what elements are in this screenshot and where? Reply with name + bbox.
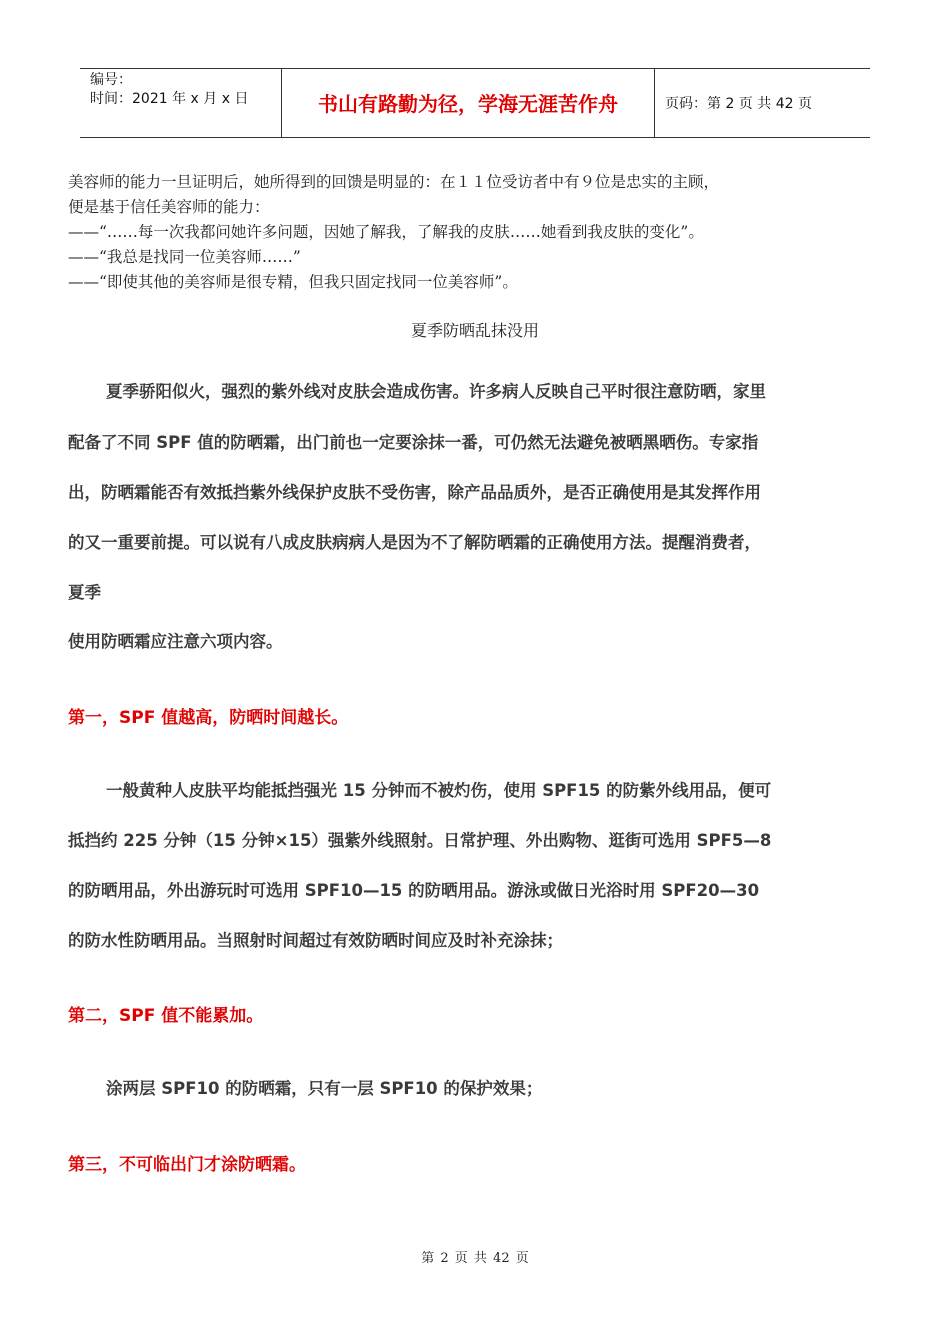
header-divider: [654, 69, 655, 137]
header-meta: [90, 71, 280, 109]
article-title: 夏季防晒乱抹没用: [410, 321, 539, 340]
header-motto: 书山有路勤为径，学海无涯苦作舟: [318, 92, 618, 116]
paragraph-line: 的防晒用品，外出游玩时可选用 SPF10—15 的防晒用品。游泳或做日光浴时用 SPF20—30: [68, 881, 760, 900]
time-label: 时间：2021 年 x 月 x 日: [90, 91, 249, 107]
page-footer: 第 2 页 共 42 页: [421, 1251, 529, 1266]
paragraph-line: 配备了不同 SPF 值的防晒霜，出门前也一定要涂抹一番，可仍然无法避免被晒黑晒伤。专家指: [68, 433, 759, 452]
paragraph-line: 一般黄种人皮肤平均能抵挡强光 15 分钟而不被灼伤，使用 SPF15 的防紫外线用品，便可: [106, 781, 772, 800]
point-heading: 第一，SPF 值越高，防晒时间越长。: [68, 708, 349, 728]
paragraph-line: 的又一重要前提。可以说有八成皮肤病病人是因为不了解防晒霜的正确使用方法。提醒消费者，: [68, 533, 761, 552]
point-heading: 第二，SPF 值不能累加。: [68, 1006, 264, 1026]
intro-line: ——“即使其他的美容师是很专精，但我只固定找同一位美容师”。: [68, 273, 518, 291]
code-label: 编号：: [90, 72, 132, 88]
point-heading: 第三，不可临出门才涂防晒霜。: [68, 1155, 306, 1175]
page-header: [80, 68, 870, 138]
intro-line: ——“我总是找同一位美容师……”: [68, 248, 301, 266]
paragraph-line: 涂两层 SPF10 的防晒霜，只有一层 SPF10 的保护效果；: [106, 1079, 543, 1098]
paragraph-line: 的防水性防晒用品。当照射时间超过有效防晒时间应及时补充涂抹；: [68, 931, 563, 950]
paragraph-line: 夏季骄阳似火，强烈的紫外线对皮肤会造成伤害。许多病人反映自己平时很注意防晒，家里: [106, 382, 766, 401]
intro-line: 美容师的能力一旦证明后，她所得到的回馈是明显的：在１１位受访者中有９位是忠实的主顾，: [68, 173, 720, 191]
intro-line: 便是基于信任美容师的能力：: [68, 198, 270, 216]
paragraph-line: 夏季: [68, 583, 101, 602]
paragraph-line: 使用防晒霜应注意六项内容。: [68, 632, 283, 651]
header-page-info: 页码：第 2 页 共 42 页: [665, 96, 812, 112]
intro-line: ——“……每一次我都问她许多问题，因她了解我，了解我的皮肤……她看到我皮肤的变化”。: [68, 223, 704, 241]
paragraph-line: 抵挡约 225 分钟（15 分钟×15）强紫外线照射。日常护理、外出购物、逛街可选用 SPF5—8: [68, 831, 772, 850]
paragraph-line: 出，防晒霜能否有效抵挡紫外线保护皮肤不受伤害，除产品品质外，是否正确使用是其发挥作用: [68, 483, 761, 502]
